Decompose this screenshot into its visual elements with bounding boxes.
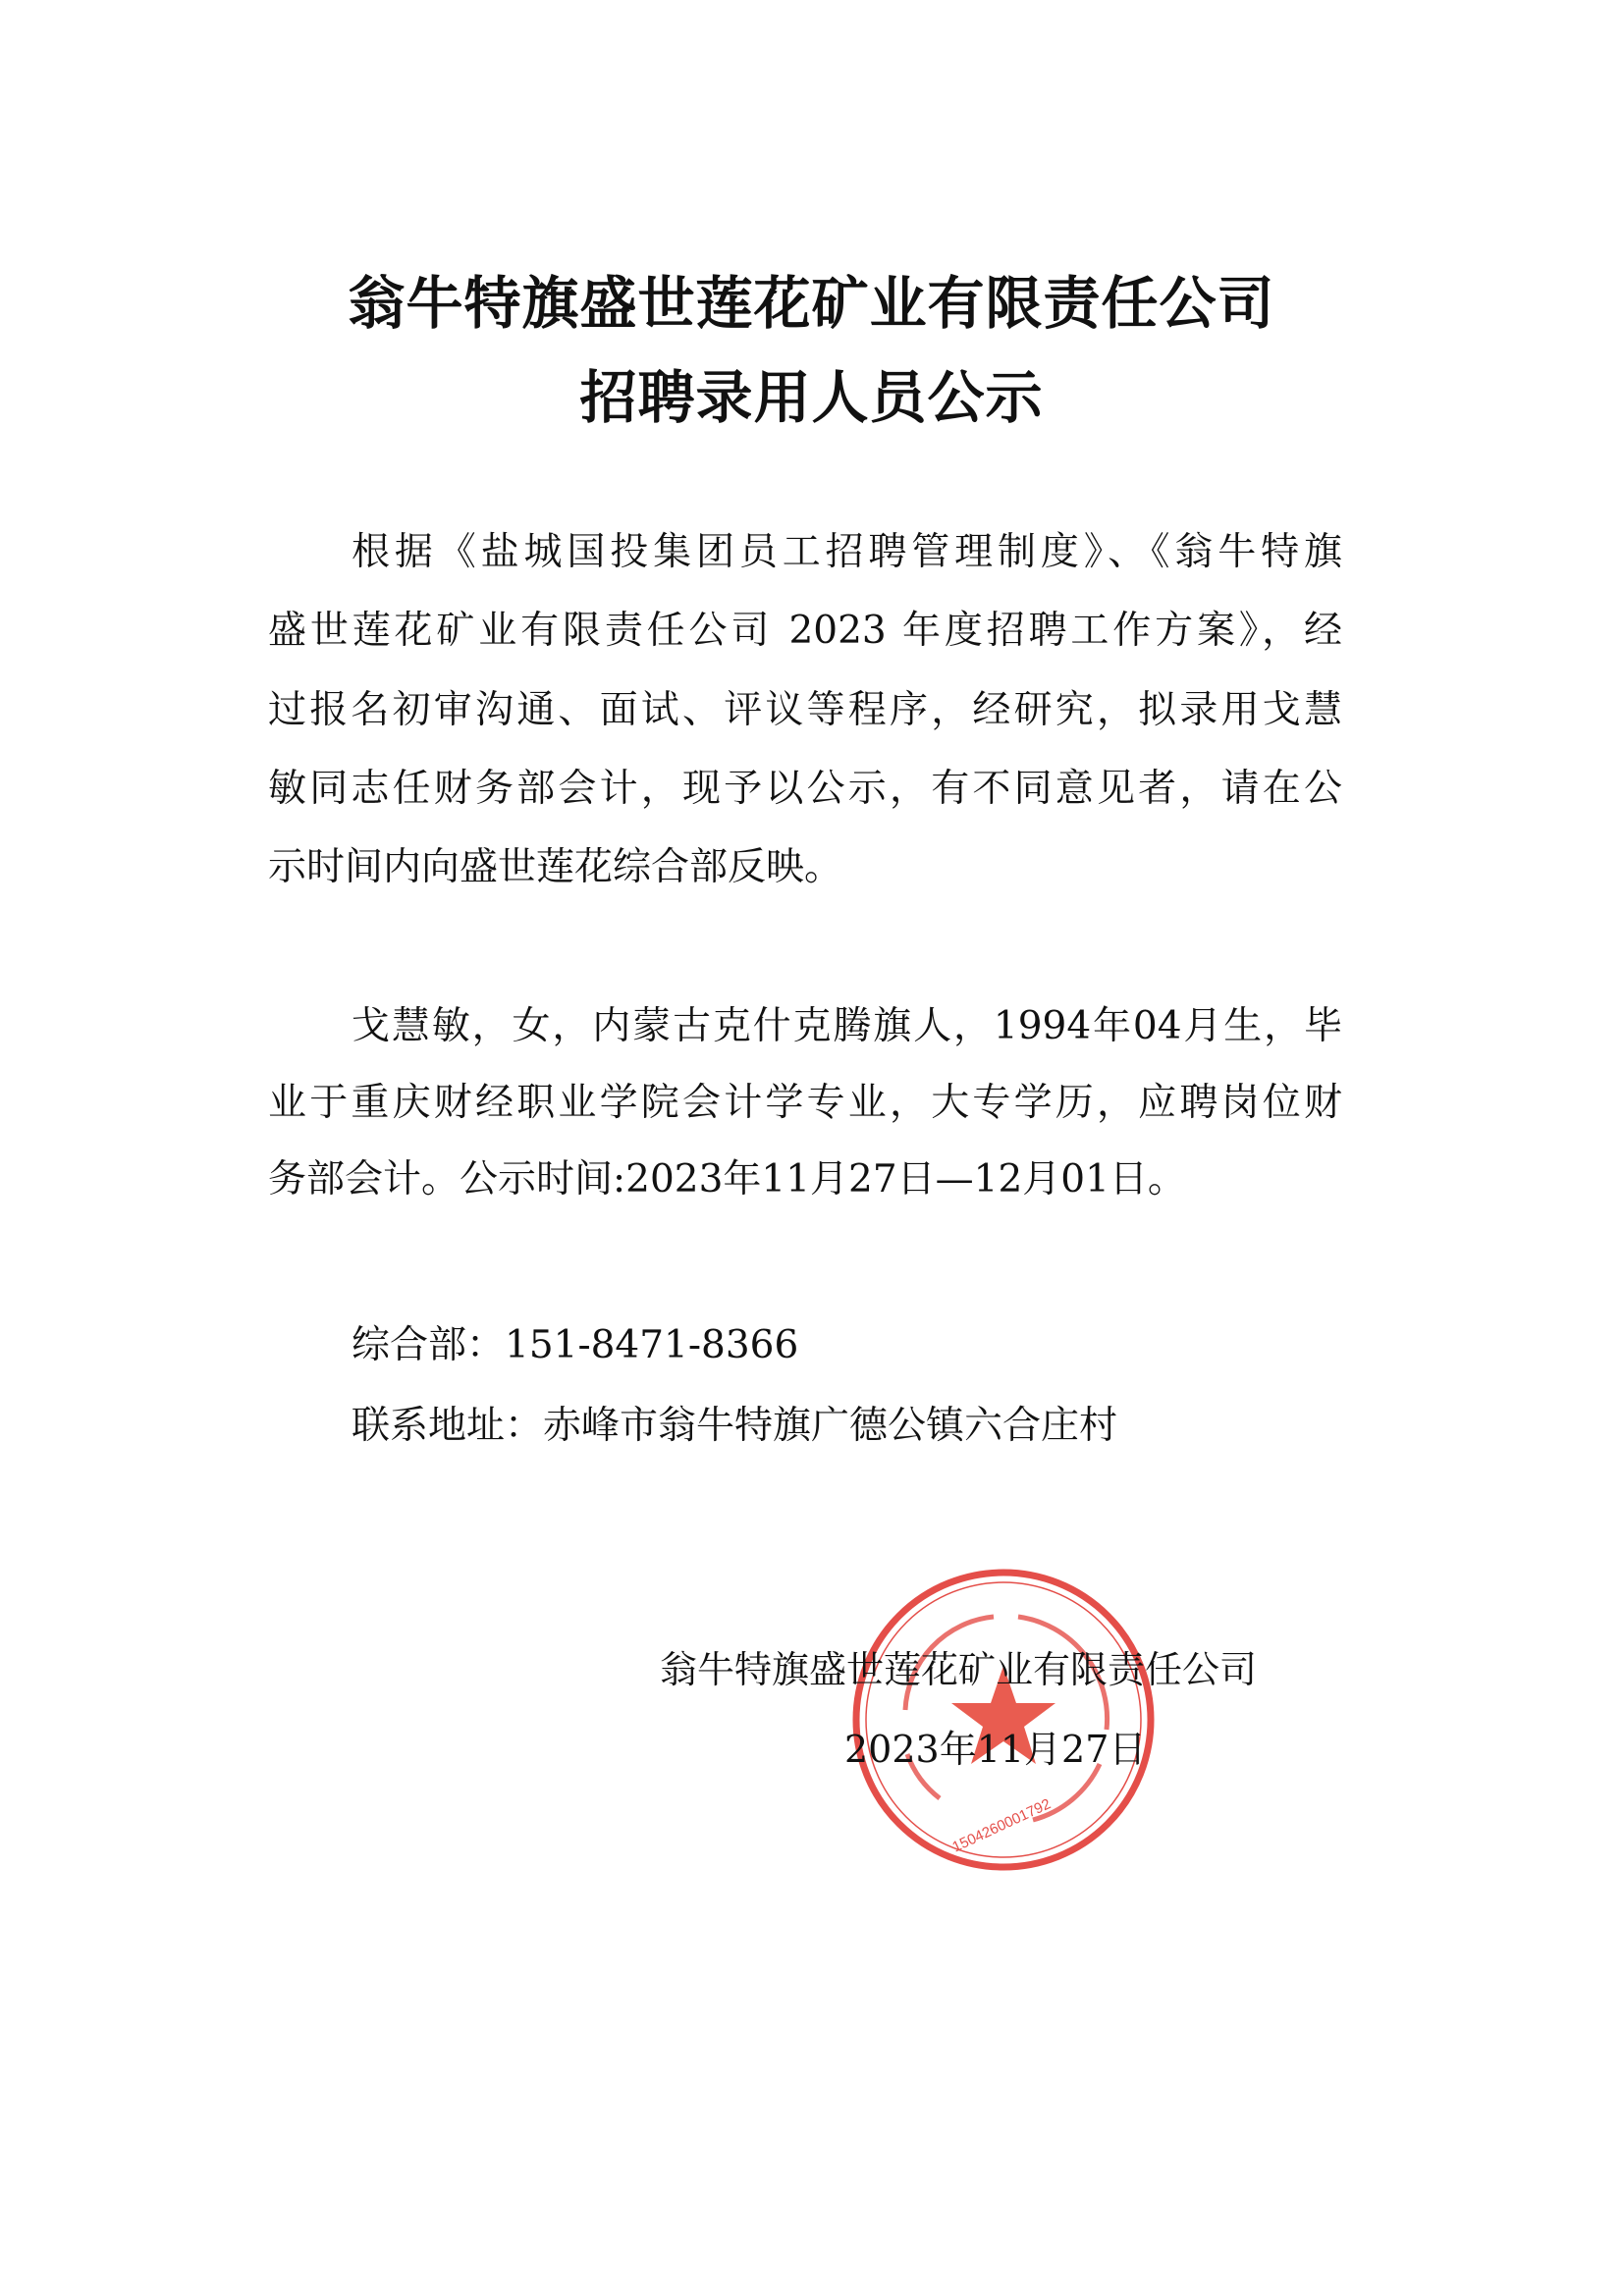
paragraph-line: 业于重庆财经职业学院会计学专业，大专学历，应聘岗位财 [268, 1081, 1342, 1125]
paragraph-line: 盛世莲花矿业有限责任公司 2023 年度招聘工作方案》，经 [268, 609, 1342, 653]
paragraph-line: 根据《盐城国投集团员工招聘管理制度》、《翁牛特旗 [352, 530, 1342, 574]
paragraph-line: 务部会计。公示时间:2023年11月27日—12月01日。 [268, 1157, 1186, 1201]
paragraph-line: 敏同志任财务部会计，现予以公示，有不同意见者，请在公 [268, 767, 1342, 811]
stamp-serial: 1504260001792 [949, 1795, 1054, 1856]
contact-phone: 综合部：151-8471-8366 [352, 1323, 799, 1367]
paragraph-line: 过报名初审沟通、面试、评议等程序，经研究，拟录用戈慧 [268, 688, 1342, 732]
contact-address: 联系地址：赤峰市翁牛特旗广德公镇六合庄村 [352, 1404, 1118, 1448]
signature-company: 翁牛特旗盛世莲花矿业有限责任公司 [660, 1648, 1258, 1691]
document-title-line2: 招聘录用人员公示 [579, 364, 1044, 431]
signature-date: 2023年11月27日 [844, 1728, 1147, 1771]
company-seal-stamp [846, 1563, 1161, 1877]
paragraph-line: 戈慧敏，女，内蒙古克什克腾旗人，1994年04月生，毕 [352, 1004, 1342, 1048]
document-title-line1: 翁牛特旗盛世莲花矿业有限责任公司 [348, 270, 1275, 337]
paragraph-line: 示时间内向盛世莲花综合部反映。 [268, 845, 843, 889]
